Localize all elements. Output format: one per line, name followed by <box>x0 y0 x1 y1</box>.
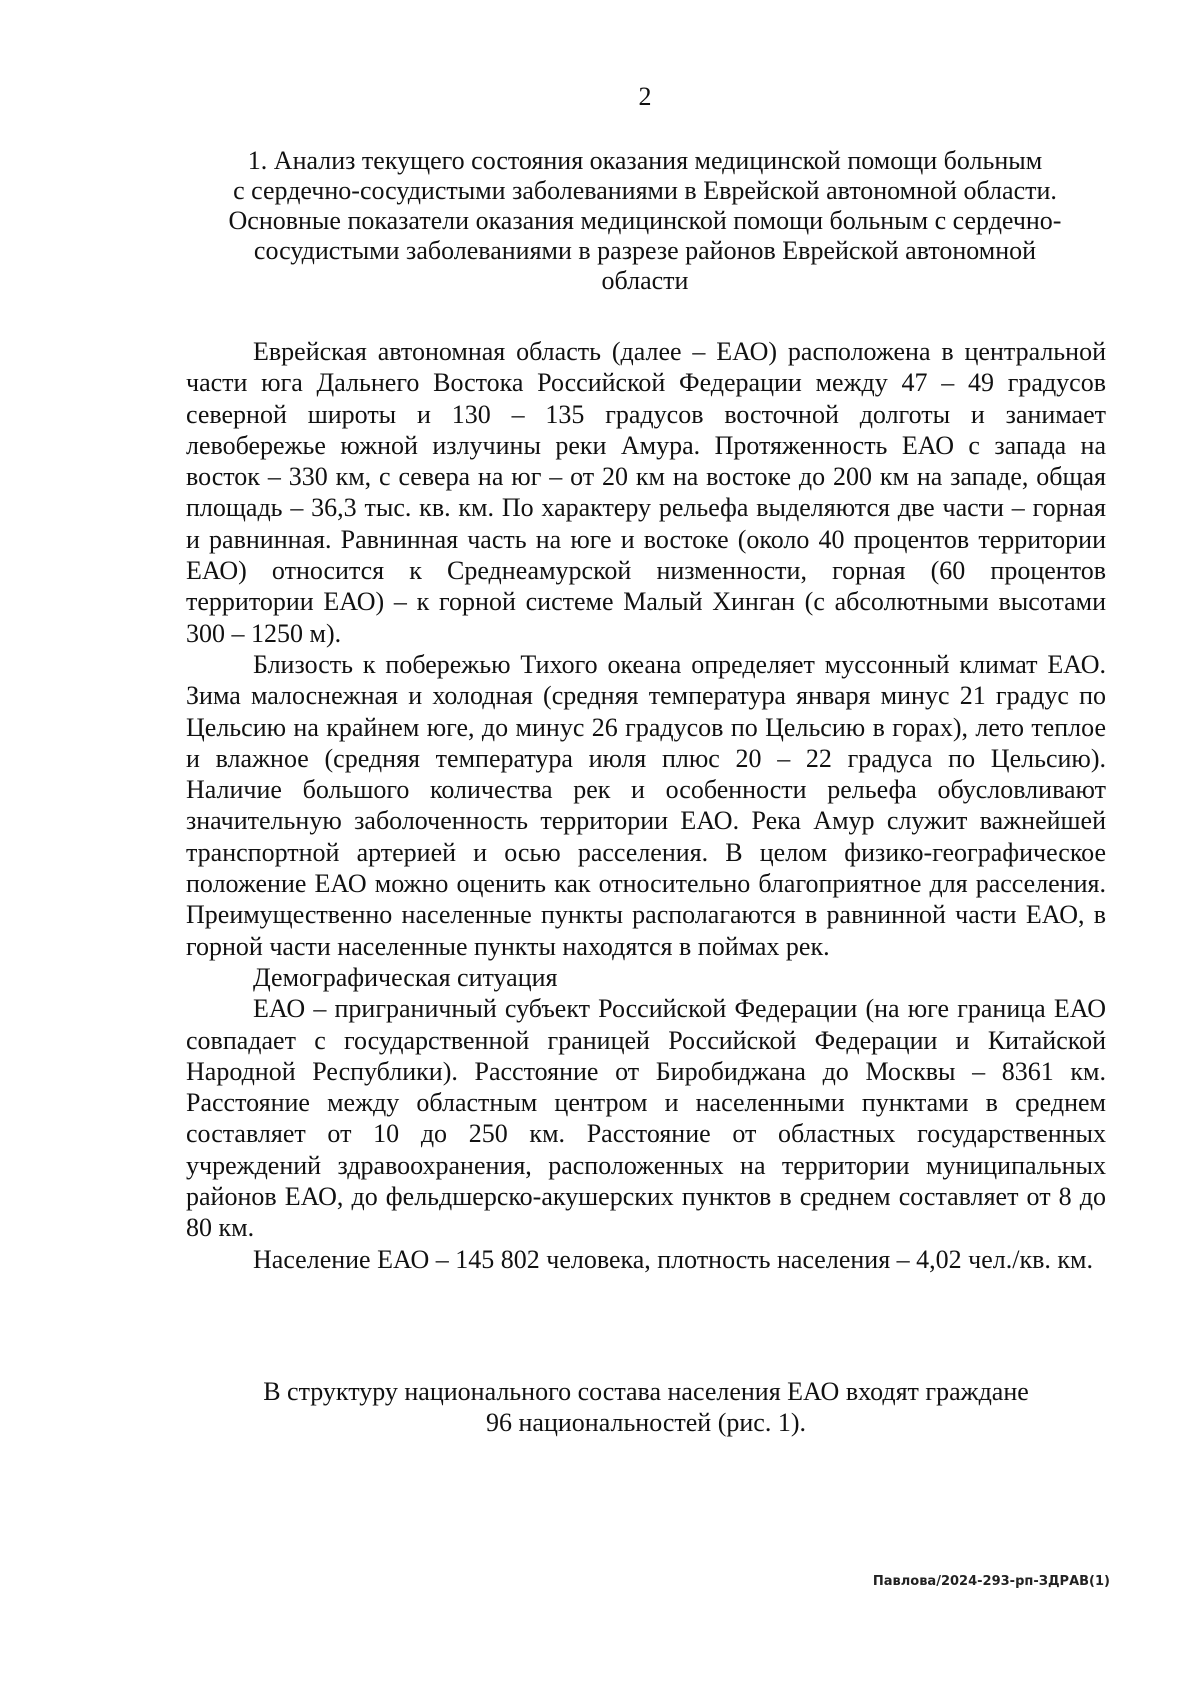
centered-line: 96 национальностей (рис. 1). <box>486 1408 806 1437</box>
heading-line: сосудистыми заболеваниями в разрезе районов Еврейской автономной <box>253 236 1037 265</box>
paragraph-population: Население ЕАО – 145 802 человека, плотность населения – 4,02 чел./кв. км. <box>253 1244 1093 1274</box>
centered-paragraph <box>186 1376 1106 1438</box>
footer-code: Павлова/2024-293-рп-ЗДРАВ(1) <box>872 1574 1110 1589</box>
heading-line: с сердечно-сосудистыми заболеваниями в Еврейской автономной области. <box>233 176 1057 205</box>
heading-line: Основные показатели оказания медицинской помощи больным с сердечно- <box>228 206 1062 235</box>
body-text <box>186 336 1106 1275</box>
section-heading <box>180 146 1110 296</box>
paragraph-border: ЕАО – приграничный субъект Российской Федерации (на юге граница ЕАО совпадает с государственной границей Российской Федерации и Китайской Народной Республики). Расстояние от Биробиджана до Москвы – 8361 км. Расстояние между областным центром и населенными пунктами в среднем составляет от 10 до 250 км. Расстояние от областных государственных учреждений здравоохранения, расположенных на территории муниципальных районов ЕАО, до фельдшерско-акушерских пунктов в среднем составляет от 8 до 80 км. <box>186 994 1106 1243</box>
subheading-demography: Демографическая ситуация <box>253 962 558 992</box>
heading-line: области <box>601 266 689 295</box>
paragraph-climate: Близость к побережью Тихого океана определяет муссонный климат ЕАО. Зима малоснежная и холодная (средняя температура января минус 21 градус по Цельсию на крайнем юге, до минус 26 градусов по Цельсию в горах), лето теплое и влажное (средняя температура июля плюс 20 – 22 градуса по Цельсию). Наличие большого количества рек и особенности рельефа обусловливают значительную заболоченность территории ЕАО. Река Амур служит важнейшей транспортной артерией и осью расселения. В целом физико-географическое положение ЕАО можно оценить как относительно благоприятное для расселения. Преимущественно населенные пункты располагаются в равнинной части ЕАО, в горной части населенные пункты находятся в поймах рек. <box>186 649 1106 961</box>
heading-line: 1. Анализ текущего состояния оказания медицинской помощи больным <box>247 146 1043 175</box>
centered-line: В структуру национального состава населения ЕАО входят граждане <box>263 1377 1029 1406</box>
paragraph-geography: Еврейская автономная область (далее – ЕАО) расположена в центральной части юга Дальнего Востока Российской Федерации между 47 – 49 градусов северной широты и 130 – 135 градусов восточной долготы и занимает левобережье южной излучины реки Амура. Протяженность ЕАО с запада на восток – 330 км, с севера на юг – от 20 км на востоке до 200 км на западе, общая площадь – 36,3 тыс. кв. км. По характеру рельефа выделяются две части – горная и равнинная. Равнинная часть на юге и востоке (около 40 процентов территории ЕАО) относится к Среднеамурской низменности, горная (60 процентов территории ЕАО) – к горной системе Малый Хинган (с абсолютными высотами 300 – 1250 м). <box>186 337 1106 648</box>
page-number: 2 <box>638 82 652 111</box>
